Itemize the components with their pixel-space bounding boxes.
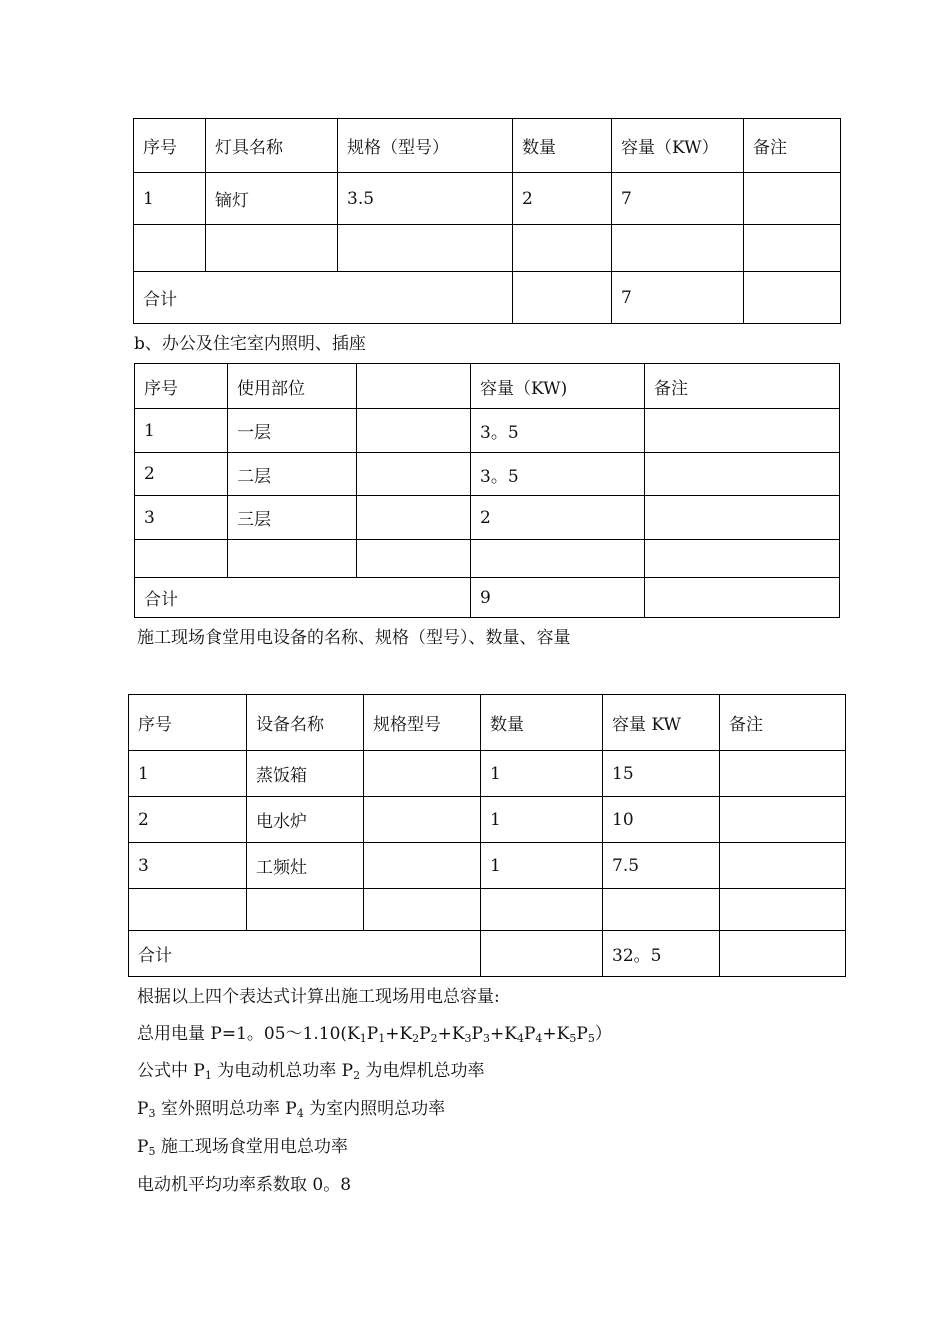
table-cell xyxy=(720,751,846,797)
table-row xyxy=(134,173,841,225)
table-cell xyxy=(720,797,846,843)
canteen-section-title: 施工现场食堂用电设备的名称、规格（型号）、数量、容量 xyxy=(137,628,571,648)
table-total-row xyxy=(135,578,840,618)
table-cell: 1 xyxy=(481,843,603,889)
table-cell xyxy=(134,225,206,272)
header-cell: 容量（KW) xyxy=(471,364,645,409)
total-note xyxy=(744,272,841,324)
calculation-intro: 根据以上四个表达式计算出施工现场用电总容量: xyxy=(137,987,500,1007)
table-cell xyxy=(603,889,720,931)
table-cell xyxy=(206,225,338,272)
table-cell xyxy=(247,889,364,931)
total-label: 合计 xyxy=(129,931,481,977)
total-note xyxy=(645,578,840,618)
table-cell xyxy=(645,409,840,453)
table-header-row xyxy=(134,119,841,173)
header-cell: 容量（KW） xyxy=(612,119,744,173)
table-row xyxy=(135,409,840,453)
table-cell xyxy=(744,173,841,225)
table-cell xyxy=(471,540,645,578)
formula-term: $K_5P_5$ xyxy=(556,1024,595,1045)
table-cell: 10 xyxy=(603,797,720,843)
header-cell: 使用部位 xyxy=(228,364,357,409)
table-cell: 3 xyxy=(135,496,228,540)
table-cell xyxy=(744,225,841,272)
formula-legend-line-3: $P_5$ 施工现场食堂用电总功率 xyxy=(137,1137,348,1158)
table-cell xyxy=(357,496,471,540)
header-cell: 数量 xyxy=(481,695,603,751)
total-label: 合计 xyxy=(134,272,513,324)
header-cell: 备注 xyxy=(744,119,841,173)
canteen-equipment-table xyxy=(128,694,846,977)
table-cell xyxy=(645,453,840,496)
table-row xyxy=(129,843,846,889)
table-cell: 15 xyxy=(603,751,720,797)
formula-term: $K_1P_1+$ xyxy=(347,1024,400,1045)
header-cell: 灯具名称 xyxy=(206,119,338,173)
total-capacity: 7 xyxy=(612,272,744,324)
header-cell: 序号 xyxy=(135,364,228,409)
header-cell: 规格（型号） xyxy=(338,119,513,173)
table-cell: 3 xyxy=(129,843,247,889)
header-cell xyxy=(357,364,471,409)
table-cell: 二层 xyxy=(228,453,357,496)
table-header-row xyxy=(135,364,840,409)
table-cell: 2 xyxy=(129,797,247,843)
power-factor-note: 电动机平均功率系数取 0。8 xyxy=(137,1175,352,1195)
table-cell xyxy=(720,843,846,889)
table-row xyxy=(134,225,841,272)
table-cell xyxy=(228,540,357,578)
formula-prefix: 总用电量 P=1。05～1.10( xyxy=(137,1024,348,1044)
table-row xyxy=(135,453,840,496)
table-cell: 3.5 xyxy=(338,173,513,225)
table-cell xyxy=(645,496,840,540)
table-cell: 2 xyxy=(135,453,228,496)
header-cell: 序号 xyxy=(129,695,247,751)
table-cell xyxy=(129,889,247,931)
table-row xyxy=(129,751,846,797)
indoor-lighting-table xyxy=(134,363,840,618)
header-cell: 序号 xyxy=(134,119,206,173)
header-cell: 容量 KW xyxy=(603,695,720,751)
table-cell xyxy=(357,409,471,453)
table-cell xyxy=(357,453,471,496)
header-cell: 备注 xyxy=(645,364,840,409)
header-cell: 设备名称 xyxy=(247,695,364,751)
table-cell: 镝灯 xyxy=(206,173,338,225)
table-total-row xyxy=(129,931,846,977)
table-header-row xyxy=(129,695,846,751)
header-cell: 规格型号 xyxy=(364,695,481,751)
table-cell: 1 xyxy=(135,409,228,453)
table-cell xyxy=(513,225,612,272)
table-cell xyxy=(338,225,513,272)
table-row xyxy=(129,889,846,931)
table-cell: 2 xyxy=(471,496,645,540)
table-cell xyxy=(135,540,228,578)
section-b-title: b、办公及住宅室内照明、插座 xyxy=(134,334,366,354)
table-cell: 3。5 xyxy=(471,409,645,453)
formula-suffix: ） xyxy=(594,1024,612,1044)
table-cell xyxy=(364,751,481,797)
total-qty xyxy=(481,931,603,977)
table-cell: 7.5 xyxy=(603,843,720,889)
total-capacity: 9 xyxy=(471,578,645,618)
formula-term: $K_2P_2+$ xyxy=(399,1024,452,1045)
formula-legend-line-2: $P_3$ 室外照明总功率 $P_4$ 为室内照明总功率 xyxy=(137,1099,446,1120)
table-cell xyxy=(645,540,840,578)
total-note xyxy=(720,931,846,977)
table-cell xyxy=(481,889,603,931)
table-cell: 1 xyxy=(481,751,603,797)
formula-term: $K_4P_4+$ xyxy=(504,1024,557,1045)
table-row xyxy=(135,496,840,540)
table-cell: 一层 xyxy=(228,409,357,453)
table-cell xyxy=(357,540,471,578)
table-total-row xyxy=(134,272,841,324)
total-power-formula xyxy=(137,1023,612,1045)
table-cell xyxy=(364,843,481,889)
table-cell: 工频灶 xyxy=(247,843,364,889)
table-cell: 电水炉 xyxy=(247,797,364,843)
table-cell: 7 xyxy=(612,173,744,225)
table-cell xyxy=(364,797,481,843)
total-qty xyxy=(513,272,612,324)
header-cell: 备注 xyxy=(720,695,846,751)
table-cell: 1 xyxy=(134,173,206,225)
table-cell: 1 xyxy=(481,797,603,843)
table-cell xyxy=(612,225,744,272)
table-cell: 蒸饭箱 xyxy=(247,751,364,797)
table-cell xyxy=(364,889,481,931)
total-label: 合计 xyxy=(135,578,471,618)
table-cell: 1 xyxy=(129,751,247,797)
header-cell: 数量 xyxy=(513,119,612,173)
table-cell xyxy=(720,889,846,931)
formula-term: $K_3P_3+$ xyxy=(451,1024,505,1045)
table-cell: 三层 xyxy=(228,496,357,540)
table-row xyxy=(129,797,846,843)
table-row xyxy=(135,540,840,578)
total-capacity: 32。5 xyxy=(603,931,720,977)
table-cell: 3。5 xyxy=(471,453,645,496)
table-cell: 2 xyxy=(513,173,612,225)
lighting-fixture-table xyxy=(133,118,841,324)
formula-legend-line-1: 公式中 $P_1$ 为电动机总功率 $P_2$ 为电焊机总功率 xyxy=(137,1061,485,1082)
